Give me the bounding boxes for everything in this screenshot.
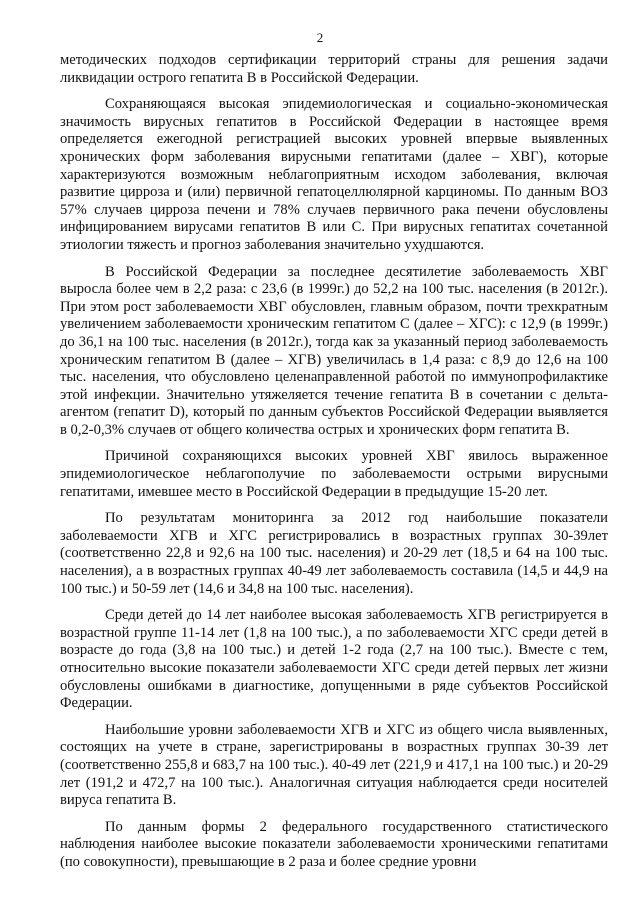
paragraph-continuation: методических подходов сертификации территорий страны для решения задачи ликвидации острого гепатита В в Российской Федерации. [60,52,608,86]
document-body [60,52,608,881]
page-number: 2 [316,30,324,45]
paragraph-cause: Причиной сохраняющихся высоких уровней ХВГ явилось выраженное эпидемиологическое неблагополучие по заболеваемости острыми вирусными гепатитами, имевшее место в Российской Федерации в предыдущие 15-20 лет. [60,448,608,500]
paragraph-registered: Наибольшие уровни заболеваемости ХГВ и ХГС из общего числа выявленных, состоящих на учете в стране, зарегистрированы в возрастных группах 30-39 лет (соответственно 255,8 и 683,7 на 100 тыс.). 40-49 лет (221,9 и 417,1 на 100 тыс.) и 20-29 лет (191,2 и 472,7 на 100 тыс.). Аналогичная ситуация наблюдается среди носителей вируса гепатита В. [60,721,608,809]
paragraph-incidence-growth: В Российской Федерации за последнее десятилетие заболеваемость ХВГ выросла более чем в 2,2 раза: с 23,6 (в 1999г.) до 52,2 на 100 тыс. населения (в 2012г.). При этом рост заболеваемости ХВГ обусловлен, главным образом, почти трехкратным увеличением заболеваемости хроническим гепатитом С (далее – ХГС): с 12,9 (в 1999г.) до 36,1 на 100 тыс. населения (в 2012г.), тогда как за указанный период заболеваемость хроническим гепатитом В (далее – ХГВ) увеличилась в 1,4 раза: с 8,9 до 12,6 на 100 тыс. населения, что обусловлено целенаправленной работой по иммунопрофилактике этой инфекции. Значительно утяжеляется течение гепатита В в сочетании с дельта-агентом (гепатит D), который по данным субъектов Российской Федерации выявляется в 0,2-0,3% случаев от общего количества острых и хронических форм гепатита В. [60,263,608,438]
paragraph-children: Среди детей до 14 лет наиболее высокая заболеваемость ХГВ регистрируется в возрастной группе 11-14 лет (1,8 на 100 тыс.), а по заболеваемости ХГС среди детей в возрасте до года (3,8 на 100 тыс.) и детей 1-2 года (2,7 на 100 тыс.). Вместе с тем, относительно высокие показатели заболеваемости ХГС среди детей первых лет жизни обусловлены ошибками в диагностике, допущенными в ряде субъектов Российской Федерации. [60,607,608,712]
paragraph-significance: Сохраняющаяся высокая эпидемиологическая и социально-экономическая значимость вирусных гепатитов в Российской Федерации в настоящее время определяется ежегодной регистрацией высоких уровней впервые выявленных хронических форм заболевания вирусными гепатитами (далее – ХВГ), которые характеризуются возможным неблагоприятным исходом заболевания, включая развитие цирроза и (или) первичной гепатоцеллюлярной карциномы. По данным ВОЗ 57% случаев цирроза печени и 78% случаев первичного рака печени обусловлены инфицированием вирусами гепатитов В или С. При вирусных гепатитах сочетанной этиологии тяжесть и прогноз заболевания значительно ухудшаются. [60,96,608,253]
paragraph-form-2: По данным формы 2 федерального государственного статистического наблюдения наиболее высокие показатели заболеваемости хроническими гепатитами (по совокупности), превышающие в 2 раза и более средние уровни [60,818,608,870]
paragraph-monitoring-2012: По результатам мониторинга за 2012 год наибольшие показатели заболеваемости ХГВ и ХГС регистрировались в возрастных группах 30-39лет (соответственно 22,8 и 92,6 на 100 тыс. населения) и 20-29 лет (18,5 и 64 на 100 тыс. населения), а в возрастных группах 40-49 лет заболеваемость составила (14,5 и 44,9 на 100 тыс.) и 50-59 лет (14,6 и 34,8 на 100 тыс. населения). [60,510,608,597]
